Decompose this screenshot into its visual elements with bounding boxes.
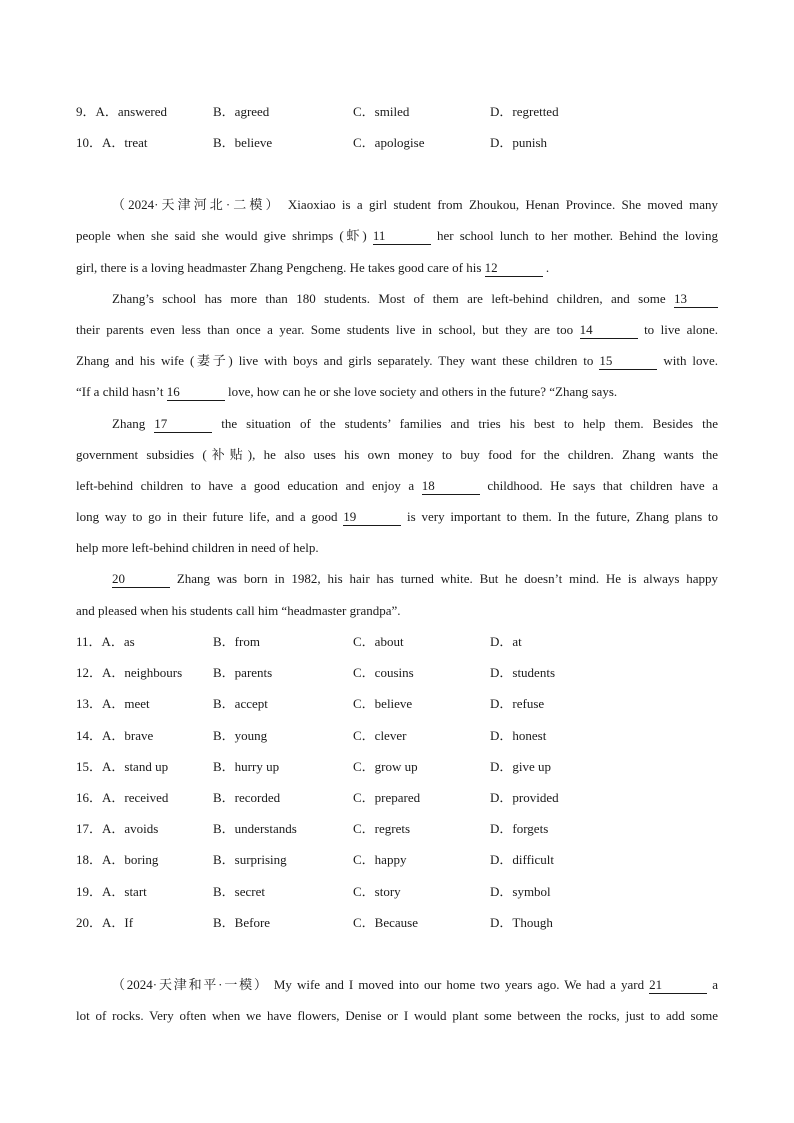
option-d: D．students <box>490 665 556 680</box>
option-c: C．about <box>353 634 404 649</box>
passage-line <box>112 414 718 434</box>
option-c: C．clever <box>353 728 407 743</box>
passage-text: Zhang’s school has more than 180 students. Most of them are left-behind children, and some <box>112 291 666 306</box>
passage-line <box>76 351 718 371</box>
option-c: C．story <box>353 884 401 899</box>
option-a: 16．A．received <box>76 790 169 805</box>
option-b: B．surprising <box>213 852 287 867</box>
option-b: B．understands <box>213 821 297 836</box>
blank-21: 21 <box>649 978 707 994</box>
option-a: 9．A．answered <box>76 104 167 119</box>
passage-text: left-behind children to have a good education and enjoy a <box>76 478 415 493</box>
option-b: B．from <box>213 634 260 649</box>
option-b: B．recorded <box>213 790 281 805</box>
option-d: D．honest <box>490 728 547 743</box>
option-c: C．apologise <box>353 135 425 150</box>
option-c: C．grow up <box>353 759 418 774</box>
passage-line <box>112 975 718 995</box>
passage-text: a <box>712 977 718 992</box>
source-tag: （2024·天津河北·二模） <box>112 197 282 212</box>
option-a: 17．A．avoids <box>76 821 159 836</box>
passage-text: and pleased when his students call him “headmaster grandpa”. <box>76 603 401 618</box>
passage-line <box>76 382 718 402</box>
passage-text: to live alone. <box>644 322 719 337</box>
passage-line <box>76 601 718 621</box>
passage-line <box>112 289 718 309</box>
passage-line <box>76 1006 718 1026</box>
option-b: B．believe <box>213 135 273 150</box>
passage-line <box>76 258 718 278</box>
passage-line <box>76 320 718 340</box>
passage-text: people when she said she would give shrimps (虾) <box>76 228 367 243</box>
source-tag: （2024·天津和平·一模） <box>112 977 269 992</box>
option-a: 15．A．stand up <box>76 759 169 774</box>
blank-15: 15 <box>599 354 657 370</box>
option-c: C．Because <box>353 915 418 930</box>
passage-text: her school lunch to her mother. Behind the loving <box>436 228 719 243</box>
blank-18: 18 <box>422 479 480 495</box>
blank-20: 20 <box>112 572 170 588</box>
option-b: B．accept <box>213 696 268 711</box>
blank-13: 13 <box>674 292 718 308</box>
passage-text: their parents even less than once a year. Some students live in school, but they are too <box>76 322 574 337</box>
option-a: 13．A．meet <box>76 696 150 711</box>
option-b: B．parents <box>213 665 273 680</box>
option-c: C．cousins <box>353 665 414 680</box>
passage-text: Zhang and his wife (妻子) live with boys and girls separately. They want these children to <box>76 353 594 368</box>
passage-line <box>76 445 718 465</box>
option-d: D．symbol <box>490 884 551 899</box>
option-d: D．at <box>490 634 522 649</box>
passage-text: childhood. He says that children have a <box>487 478 719 493</box>
option-a: 11．A．as <box>76 634 135 649</box>
passage-text: Zhang <box>112 416 146 431</box>
option-d: D．Though <box>490 915 553 930</box>
option-a: 12．A．neighbours <box>76 665 183 680</box>
passage-text: My wife and I moved into our home two years ago. We had a yard <box>273 977 645 992</box>
passage-line <box>76 476 718 496</box>
option-b: B．hurry up <box>213 759 280 774</box>
passage-line <box>112 569 718 589</box>
option-a: 18．A．boring <box>76 852 159 867</box>
passage-line <box>112 195 718 215</box>
blank-17: 17 <box>154 417 212 433</box>
passage-text: girl, there is a loving headmaster Zhang Pengcheng. He takes good care of his <box>76 260 482 275</box>
option-d: D．punish <box>490 135 548 150</box>
option-d: D．regretted <box>490 104 559 119</box>
option-d: D．give up <box>490 759 552 774</box>
passage-text: government subsidies (补贴), he also uses his own money to buy food for the children. Zhang wants the <box>76 447 718 462</box>
passage-text: love, how can he or she love society and others in the future? “Zhang says. <box>227 384 618 399</box>
option-d: D．forgets <box>490 821 549 836</box>
option-c: C．smiled <box>353 104 410 119</box>
option-b: B．agreed <box>213 104 270 119</box>
option-a: 19．A．start <box>76 884 147 899</box>
passage-line <box>76 226 718 246</box>
option-d: D．refuse <box>490 696 545 711</box>
option-b: B．young <box>213 728 268 743</box>
option-c: C．happy <box>353 852 407 867</box>
blank-19: 19 <box>343 510 401 526</box>
passage-text: lot of rocks. Very often when we have flowers, Denise or I would plant some between the rocks, just to add some <box>76 1008 718 1023</box>
passage-text: with love. <box>663 353 719 368</box>
passage-text: is very important to them. In the future, Zhang plans to <box>407 509 719 524</box>
blank-16: 16 <box>167 385 225 401</box>
blank-11: 11 <box>373 229 431 245</box>
passage-text: . <box>545 260 550 275</box>
option-c: C．regrets <box>353 821 411 836</box>
option-a: 20．A．If <box>76 915 134 930</box>
option-a: 10．A．treat <box>76 135 148 150</box>
option-c: C．believe <box>353 696 413 711</box>
option-d: D．difficult <box>490 852 555 867</box>
passage-text: the situation of the students’ families and tries his best to help them. Besides the <box>221 416 718 431</box>
passage-text: Xiaoxiao is a girl student from Zhoukou, Henan Province. She moved many <box>287 197 718 212</box>
passage-text: help more left-behind children in need of help. <box>76 540 319 555</box>
option-b: B．secret <box>213 884 265 899</box>
option-c: C．prepared <box>353 790 421 805</box>
passage-line <box>76 507 718 527</box>
passage-text: long way to go in their future life, and a good <box>76 509 338 524</box>
option-d: D．provided <box>490 790 559 805</box>
option-a: 14．A．brave <box>76 728 154 743</box>
blank-12: 12 <box>485 261 543 277</box>
option-b: B．Before <box>213 915 271 930</box>
blank-14: 14 <box>580 323 638 339</box>
passage-line <box>76 538 718 558</box>
passage-text: “If a child hasn’t <box>76 384 164 399</box>
passage-text: Zhang was born in 1982, his hair has turned white. But he doesn’t mind. He is always happy <box>176 571 718 586</box>
